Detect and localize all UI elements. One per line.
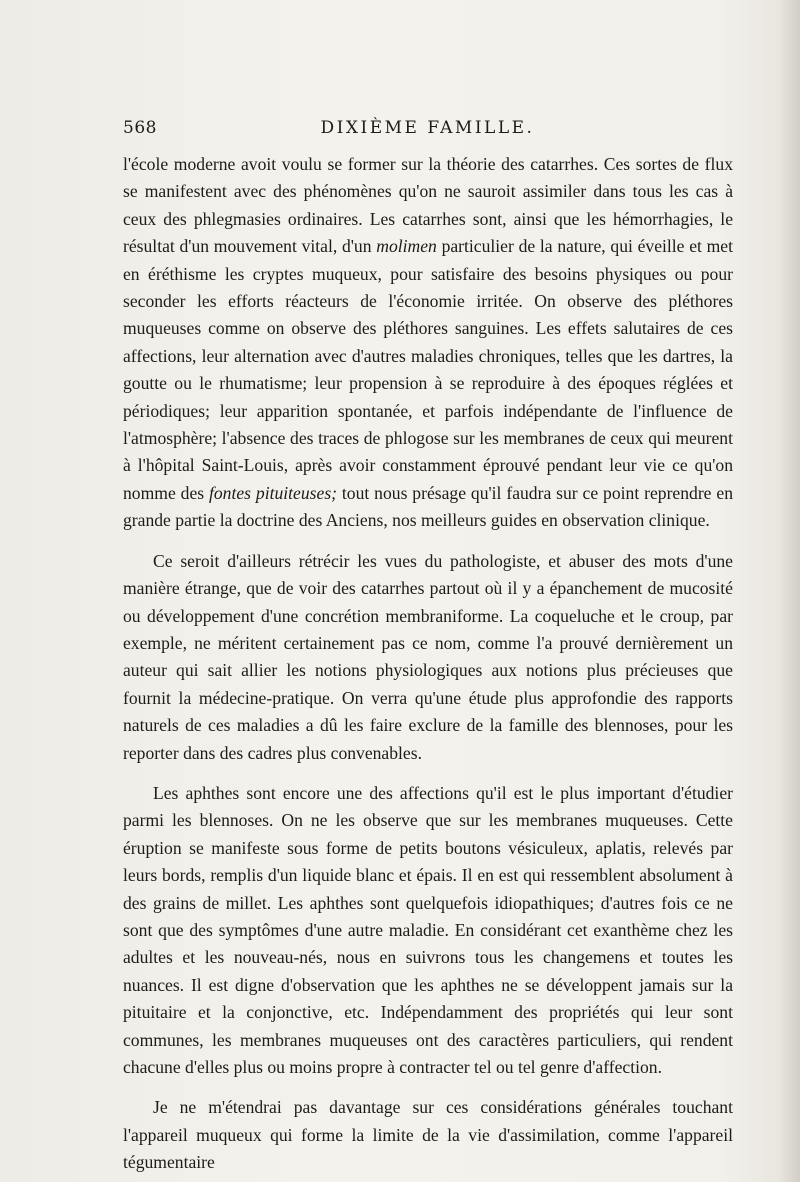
italic-term-molimen: molimen <box>376 236 437 257</box>
paragraph-1-text-c: tout nous présage qu'il faudra sur ce point reprendre en grande partie la doctrine des Anciens, nos meilleurs guides en observation clinique. <box>123 482 733 531</box>
running-title: DIXIÈME FAMILLE. <box>320 118 535 138</box>
body-text <box>123 151 733 1177</box>
page-number: 568 <box>123 118 157 138</box>
paragraph-3: Les aphthes sont encore une des affections qu'il est le plus important d'étudier parmi les blennoses. On ne les observe que sur les membranes muqueuses. Cette éruption se manifeste sous forme de petits boutons vésiculeux, aplatis, relevés par leurs bords, remplis d'un liquide blanc et épais. Il en est qui ressemblent absolument à des grains de millet. Les aphthes sont quelquefois idiopathiques; d'autres fois ce ne sont que des symptômes d'une autre maladie. En considérant cet exanthème chez les adultes et les nouveau-nés, nous en suivrons tous les changemens et toutes les nuances. Il est digne d'observation que les aphthes ne se développent jamais sur la pituitaire et la conjonctive, etc. Indépendamment des propriétés qui leur sont communes, les membranes muqueuses ont des caractères particuliers, qui rendent chacune d'elles plus ou moins propre à contracter tel ou tel genre d'affection. <box>123 782 733 1077</box>
paragraph-4: Je ne m'étendrai pas davantage sur ces considérations générales touchant l'appareil muqueux qui forme la limite de la vie d'assimilation, comme l'appareil tégumentaire <box>123 1097 733 1173</box>
page-header <box>123 118 732 144</box>
italic-term-fontes-pituiteuses: fontes pituiteuses; <box>209 482 338 503</box>
page-edge-shadow <box>778 0 800 1182</box>
paragraph-1-text-a: l'école moderne avoit voulu se former sur la théorie des catarrhes. Ces sortes de flux se manifestent avec des phénomènes qu'on ne sauroit assimiler dans tous les cas à ceux des phlegmasies ordinaires. Les catarrhes sont, ainsi que les hémorrhagies, le résultat d'un mouvement vital, d'un <box>123 154 733 257</box>
paragraph-1-text-b: particulier de la nature, qui éveille et met en éréthisme les cryptes muqueux, pour satisfaire des besoins physiques ou pour seconder les efforts réacteurs de l'économie irritée. On observe des pléthores muqueuses comme on observe des pléthores sanguines. Les effets salutaires de ces affections, leur alternation avec d'autres maladies chroniques, telles que les dartres, la goutte ou le rhumatisme; leur propension à se reproduire à des époques réglées et périodiques; leur apparition spontanée, et parfois indépendante de l'influence de l'atmosphère; l'absence des traces de phlogose sur les membranes de ceux qui meurent à l'hôpital Saint-Louis, après avoir constamment éprouvé pendant leur vie ce qu'on nomme des <box>123 236 733 503</box>
paragraph-1 <box>123 151 733 535</box>
paragraph-2: Ce seroit d'ailleurs rétrécir les vues du pathologiste, et abuser des mots d'une manière étrange, que de voir des catarrhes partout où il y a épanchement de mucosité ou développement d'une concrétion membraniforme. La coqueluche et le croup, par exemple, ne méritent certainement pas ce nom, comme l'a prouvé dernièrement un auteur qui sait allier les notions physiologiques aux notions plus précieuses que fournit la médecine-pratique. On verra qu'une étude plus approfondie des rapports naturels de ces maladies a dû les faire exclure de la famille des blennoses, pour les reporter dans des cadres plus convenables. <box>123 550 733 763</box>
